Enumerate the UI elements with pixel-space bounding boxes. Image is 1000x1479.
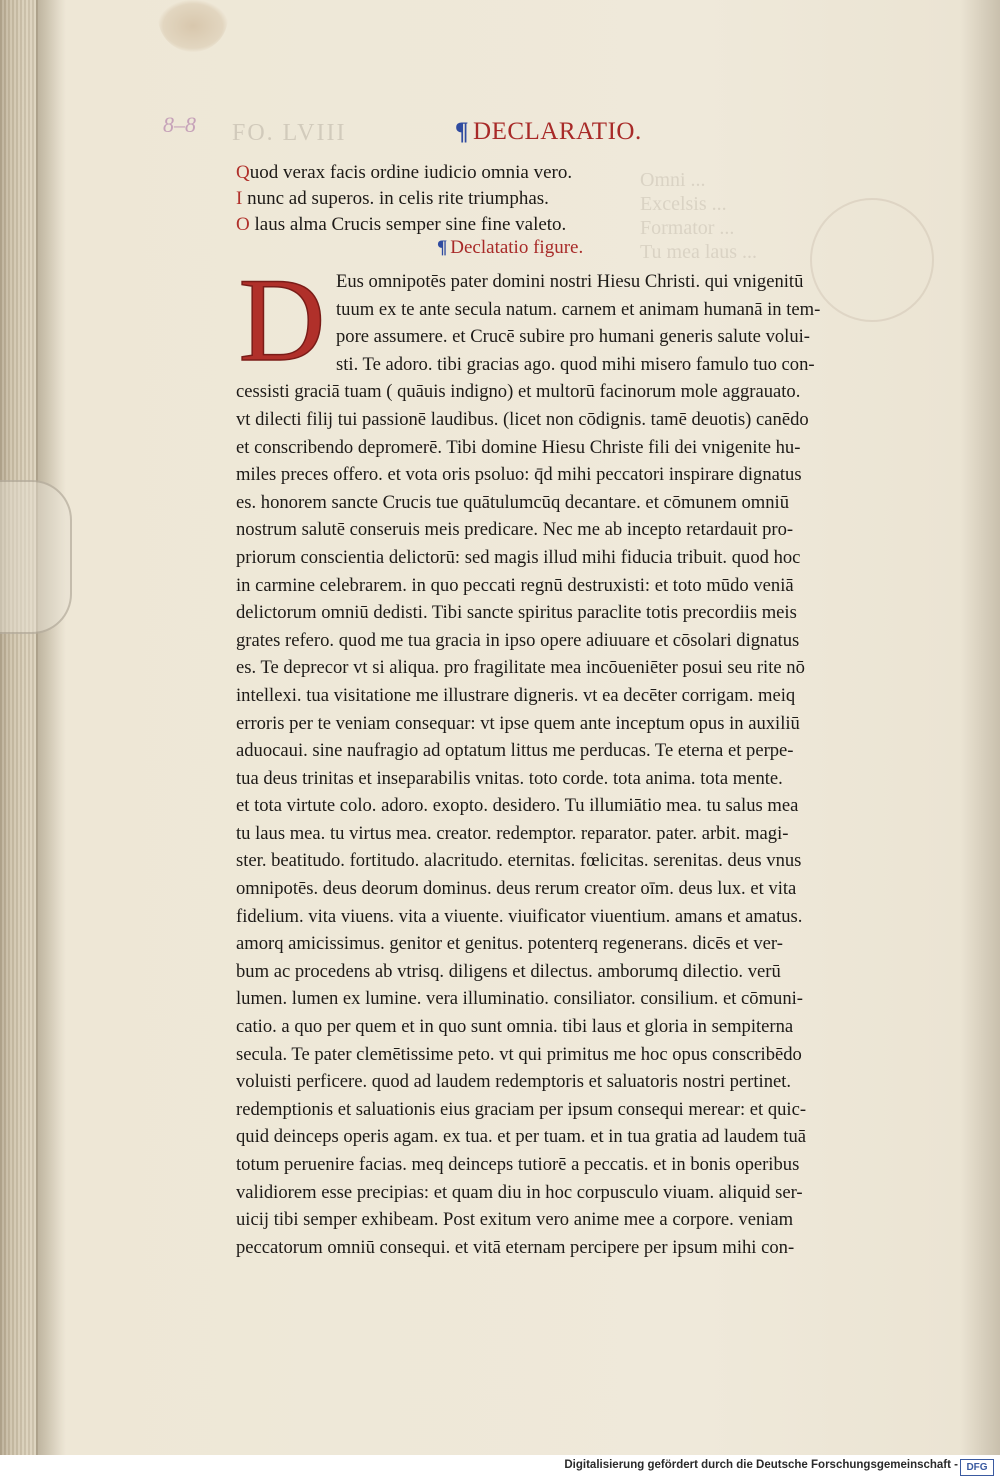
body-line: vt dilecti filij tui passionē laudibus. (licet non cōdignis. tamē deuotis) canēdo [236, 408, 809, 430]
body-line: amorq amicissimus. genitor et genitus. potenterq regenerans. dicēs et ver- [236, 933, 783, 955]
body-line: bum ac procedens ab vtrisq. diligens et dilectus. amborumq dilectio. verū [236, 960, 781, 982]
verse-text: laus alma Crucis semper sine fine valeto. [249, 214, 567, 235]
section-subheading [437, 237, 583, 259]
verse-block [236, 160, 572, 238]
body-line: tua deus trinitas et inseparabilis vnitas. toto corde. tota anima. tota mente. [236, 767, 783, 789]
body-line: es. honorem sancte Crucis tue quātulumcūq decantare. et cōmunem omniū [236, 491, 789, 513]
initial-letter: D [238, 268, 326, 370]
shelfmark-annotation: 8–8 [163, 112, 196, 137]
verse-initial: I [236, 188, 243, 209]
body-line: lumen. lumen ex lumine. vera illuminatio. consiliator. consilium. et cōmuni- [236, 988, 804, 1010]
subheading-text: Declatatio figure. [450, 237, 584, 258]
body-line: in carmine celebrarem. in quo peccati regnū destruxisti: et toto mūdo veniā [236, 574, 794, 596]
body-line: tu laus mea. tu virtus mea. creator. redemptor. reparator. pater. arbit. magi- [236, 822, 789, 844]
pilcrow-icon: ¶ [455, 118, 470, 145]
pilcrow-icon: ¶ [437, 237, 448, 258]
body-line: erroris per te veniam consequar: vt ipse quem ante inceptum opus in auxiliū [236, 712, 800, 734]
verse-initial: O [236, 214, 250, 235]
body-line: grates refero. quod me tua gracia in ipso opere adiuuare et cōsolari dignatus [236, 629, 800, 651]
body-line: pore assumere. et Crucē subire pro humani generis salute volui- [336, 326, 810, 348]
footer-bar [0, 1455, 1000, 1479]
body-line: et conscribendo depromerē. Tibi domine Hiesu Christe fili dei vnigenite hu- [236, 436, 801, 458]
footer-credit: Digitalisierung gefördert durch die Deutsche Forschungsgemeinschaft - [564, 1459, 958, 1471]
body-line: nostrum salutē conseruis meis predicare. Nec me ab incepto retardauit pro- [236, 519, 794, 541]
body-text-block [236, 268, 916, 1261]
show-through-folio: FO. LVIII [232, 120, 347, 146]
body-line: validiorem esse precipias: et quam diu in hoc corpusculo viuam. aliquid ser- [236, 1181, 803, 1203]
body-line: redemptionis et saluationis eius graciam per ipsum consequi merear: et quic- [236, 1098, 807, 1120]
verse-line [236, 160, 572, 186]
body-line: omnipotēs. deus deorum dominus. deus rerum creator oīm. deus lux. et vita [236, 878, 797, 900]
body-line: priorum conscientia delictorū: sed magis illud mihi fiducia tribuit. quod hoc [236, 546, 801, 568]
verse-text: nunc ad superos. in celis rite triumphas. [242, 188, 549, 209]
verse-line [236, 186, 572, 212]
verse-line [236, 212, 572, 238]
heading-text: DECLARATIO. [473, 118, 642, 145]
dfg-logo: DFG [960, 1459, 994, 1476]
body-line: Eus omnipotēs pater domini nostri Hiesu Christi. qui vnigenitū [336, 271, 804, 292]
body-line: et tota virtute colo. adoro. exopto. desidero. Tu illumiātio mea. tu salus mea [236, 795, 799, 817]
body-line: totum peruenire facias. meq deinceps tutiorē a peccatis. et in bonis operibus [236, 1154, 800, 1175]
body-line: voluisti perficere. quod ad laudem redemptoris et saluatoris nostri pertinet. [236, 1071, 792, 1093]
body-line: ster. beatitudo. fortitudo. alacritudo. eternitas. fœlicitas. serenitas. deus vnus [236, 850, 802, 872]
verse-text: uod verax facis ordine iudicio omnia vero. [249, 162, 573, 183]
verse-initial: Q [236, 162, 250, 183]
body-line: quid deinceps operis agam. ex tua. et per tuam. et in tua gratia ad laudem tuā [236, 1126, 807, 1148]
spine-shadow [36, 0, 66, 1455]
body-line: sti. Te adoro. tibi gracias ago. quod mihi misero famulo tuo con- [336, 353, 815, 375]
body-line: es. Te deprecor vt si aliqua. pro fragilitate mea incōueniēter posui seu rite nō [236, 657, 805, 679]
page-clip-mark [0, 480, 72, 634]
body-line: intellexi. tua visitatione me illustrare digneris. vt ea decēter corrigam. meiq [236, 684, 796, 706]
body-line: cessisti graciā tuam ( quāuis indigno) et multorū facinorum mole aggrauato. [236, 381, 801, 403]
body-line: delictorum omniū dedisti. Tibi sancte spiritus paraclite totis precordiis meis [236, 602, 797, 624]
paper-stain [158, 0, 228, 52]
show-through-text: Omni ... Excelsis ... Formator ... Tu mea laus ... [640, 169, 758, 263]
body-line: fidelium. vita viuens. vita a viuente. viuificator viuentium. amans et amatus. [236, 905, 803, 927]
body-line: aduocaui. sine naufragio ad optatum littus me perducas. Te eterna et perpe- [236, 740, 794, 762]
stacked-page-edges [0, 0, 38, 1455]
body-line: secula. Te pater clemētissime peto. vt qui primitus me hoc opus conscribēdo [236, 1043, 802, 1065]
body-line: catio. a quo per quem et in quo sunt omnia. tibi laus et gloria in sempiterna [236, 1016, 794, 1038]
body-line: tuum ex te ante secula natum. carnem et animam humanā in tem- [336, 298, 821, 320]
page-heading [455, 118, 642, 146]
body-line: peccatorum omniū consequi. et vitā eternam percipere per ipsum mihi con- [236, 1236, 795, 1258]
body-line: uicij tibi semper exhibeam. Post exitum vero anime mee a corpore. veniam [236, 1209, 794, 1231]
body-line: miles preces offero. et vota oris psoluo: q̄d mihi peccatori inspirare dignatus [236, 464, 802, 486]
